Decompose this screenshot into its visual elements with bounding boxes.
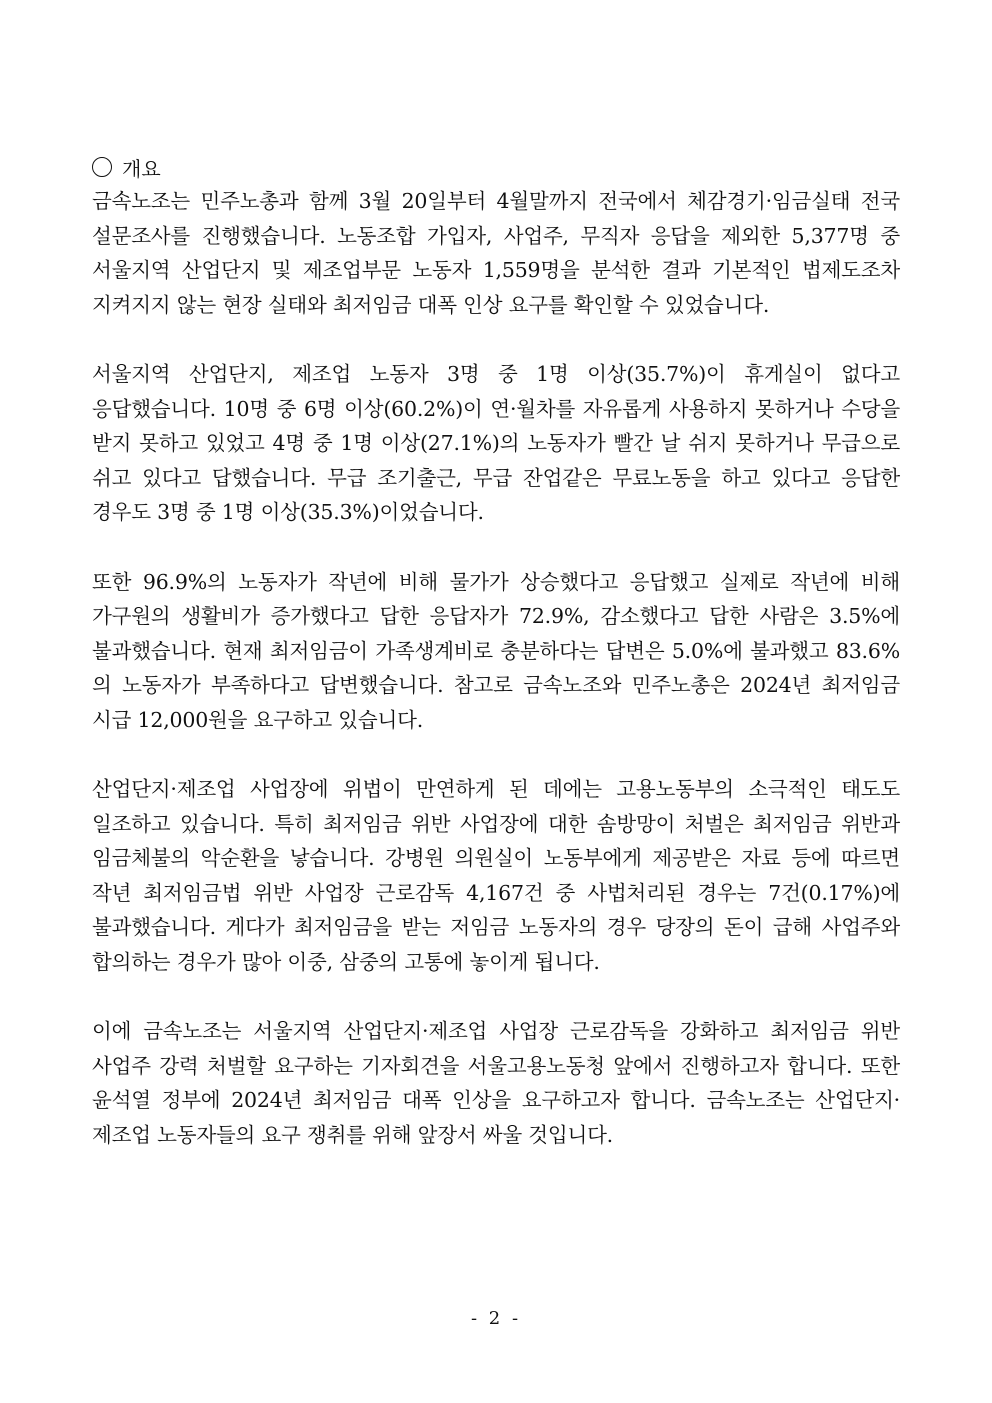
paragraph-overview: 금속노조는 민주노총과 함께 3월 20일부터 4월말까지 전국에서 체감경기·임금실태 전국 설문조사를 진행했습니다. 노동조합 가입자, 사업주, 무직자 응답을 제외한 5,377명 중 서울지역 산업단지 및 제조업부문 노동자 1,559명을 분석한 결과 기본적인 법제도조차 지켜지지 않는 현장 실태와 최저임금 대폭 인상 요구를 확인할 수 있었습니다. <box>92 189 900 317</box>
paragraph-rest-conditions: 서울지역 산업단지, 제조업 노동자 3명 중 1명 이상(35.7%)이 휴게실이 없다고 응답했습니다. 10명 중 6명 이상(60.2%)이 연·월차를 자유롭게 사용하지 못하거나 수당을 받지 못하고 있었고 4명 중 1명 이상(27.1%)의 노동자가 빨간 날 쉬지 못하거나 무급으로 쉬고 있다고 답했습니다. 무급 조기출근, 무급 잔업같은 무료노동을 하고 있다고 응답한 경우도 3명 중 1명 이상(35.3%)이었습니다. <box>92 361 900 525</box>
paragraph-enforcement: 산업단지·제조업 사업장에 위법이 만연하게 된 데에는 고용노동부의 소극적인 태도도 일조하고 있습니다. 특히 최저임금 위반 사업장에 대한 솜방망이 처벌은 최저임금 위반과 임금체불의 악순환을 낳습니다. 강병원 의원실이 노동부에게 제공받은 자료 등에 따르면 작년 최저임금법 위반 사업장 근로감독 4,167건 중 사법처리된 경우는 7건(0.17%)에 불과했습니다. 게다가 최저임금을 받는 저임금 노동자의 경우 당장의 돈이 급해 사업주와 합의하는 경우가 많아 이중, 삼중의 고통에 놓이게 됩니다. <box>92 777 900 975</box>
document-body <box>92 150 900 1153</box>
paragraph-press-conference: 이에 금속노조는 서울지역 산업단지·제조업 사업장 근로감독을 강화하고 최저임금 위반 사업주 강력 처벌할 요구하는 기자회견을 서울고용노동청 앞에서 진행하고자 합니다. 또한 윤석열 정부에 2024년 최저임금 대폭 인상을 요구하고자 합니다. 금속노조는 산업단지·제조업 노동자들의 요구 쟁취를 위해 앞장서 싸울 것입니다. <box>92 1019 900 1148</box>
page-number: - 2 - <box>470 1308 522 1329</box>
paragraph-living-costs: 또한 96.9%의 노동자가 작년에 비해 물가가 상승했다고 응답했고 실제로 작년에 비해 가구원의 생활비가 증가했다고 답한 응답자가 72.9%, 감소했다고 답한 사람은 3.5%에 불과했습니다. 현재 최저임금이 가족생계비로 충분하다는 답변은 5.0%에 불과했고 83.6%의 노동자가 부족하다고 답변했습니다. 참고로 금속노조와 민주노총은 2024년 최저임금 시급 12,000원을 요구하고 있습니다. <box>92 569 900 732</box>
section-title: 개요 <box>122 156 161 181</box>
circle-bullet-icon <box>92 157 112 177</box>
section-heading <box>92 150 900 184</box>
